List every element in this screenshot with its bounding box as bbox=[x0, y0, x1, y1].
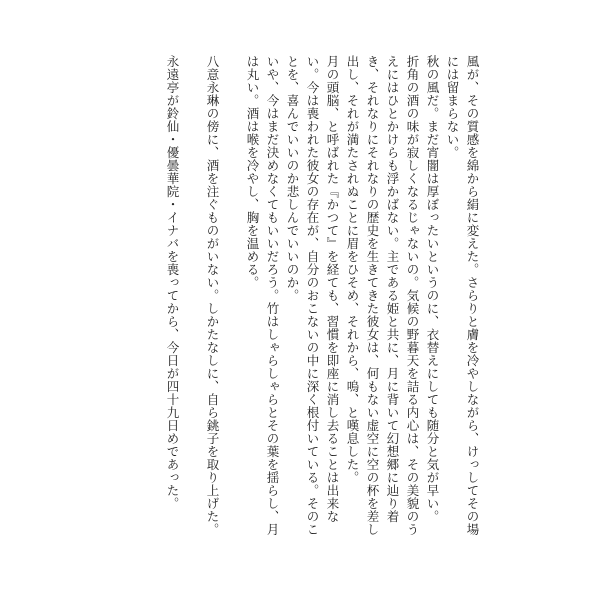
scene-break bbox=[222, 55, 242, 56]
paragraph-2: 秋の風だ。まだ宵闇は厚ぼったいというのに、衣替えにしても随分と気が早い。 bbox=[425, 55, 440, 523]
paragraph-5: いや、今はまだ決めなくてもいいだろう。竹はしゃらしゃらとその葉を揺らし、月は丸い。酒は喉を冷やし、胸を温める。 bbox=[245, 55, 280, 536]
paragraph-7: 永遠亭が鈴仙・優曇華院・イナバを喪ってから、今日が四十九日めであった。 bbox=[165, 55, 180, 510]
paragraph-1: 風が、その質感を綿から絹に変えた。さらりと膚を冷やしながら、けっしてその場には留まらない。 bbox=[445, 55, 480, 536]
novel-text-block bbox=[62, 55, 482, 545]
paragraph-6: 八意永琳の傍に、酒を注ぐものがいない。しかたなしに、自ら銚子を取り上げた。 bbox=[205, 55, 220, 536]
paragraph-3: 折角の酒の味が寂しくなるじゃないの。気候の野暮天を詰る内心は、その美貌のうえにはひとかけらも浮かばない。主である姫と共に、月に背いて幻想郷に辿り着き、それなりにそれなりの歴史を生きてきた彼女は、何もない虚空に空の杯を差し出し、それが満たされぬことに眉をひそめ、それから、嗚、と嘆息した。 bbox=[345, 55, 420, 536]
scene-break bbox=[182, 55, 202, 56]
paragraph-4: 月の頭脳、と呼ばれた『かつて』を経ても、習慣を即座に消し去ることは出来ない。今は喪われた彼女の存在が、自分のおこないの中に深く根付いている。そのことを、喜んでいいのか悲しんでいいのか。 bbox=[285, 55, 340, 536]
